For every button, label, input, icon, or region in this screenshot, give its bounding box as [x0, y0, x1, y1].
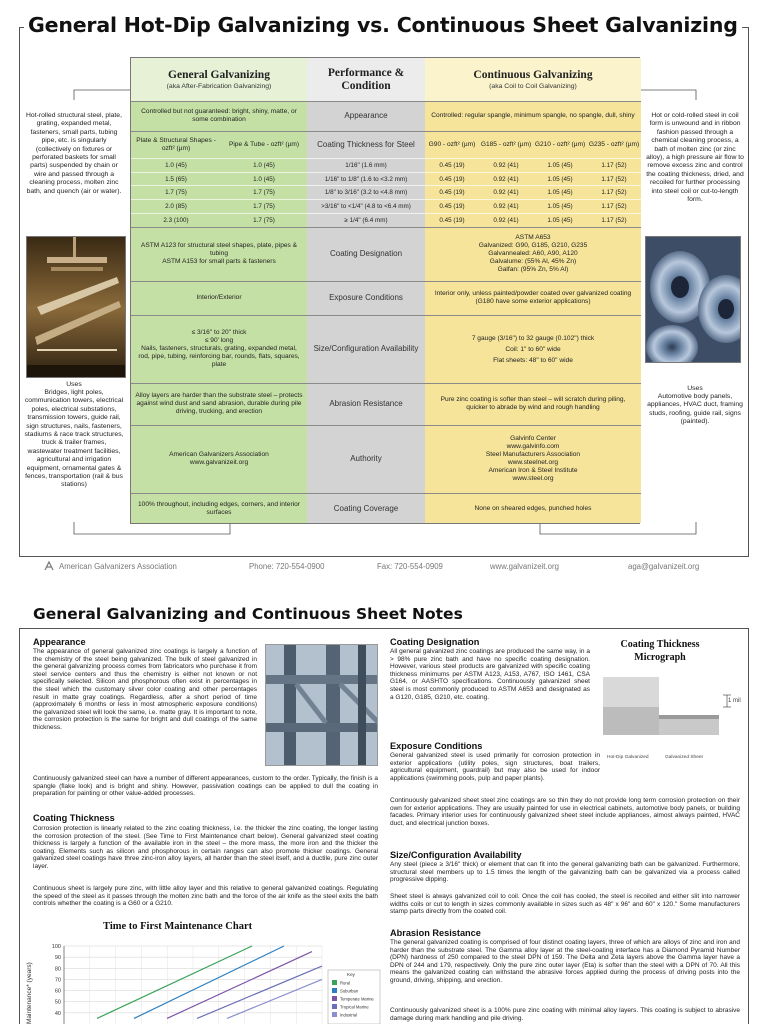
chart-series-line — [197, 966, 322, 1018]
legend-label: Temperate Marine — [340, 996, 374, 1002]
chart-y-tick: 100 — [51, 944, 61, 950]
thickness-cell-steel: 1/8" to 3/16" (3.2 to <4.8 mm) — [324, 189, 408, 197]
legend-label: Rural — [340, 980, 351, 986]
thickness-cell-g90: 0.45 (19) — [439, 216, 465, 224]
legend-label: Tropical Marine — [340, 1004, 369, 1010]
size-paragraph-2: Sheet steel is always galvanized coil to coil. Once the coil has cooled, the steel is recoiled and either slit into narrower widths coils or cut to length in sizes commonly available in sizes such as 48" x 96" and 60" x 120." Some manufacturers stamp parts directly from the coated coil. — [390, 893, 740, 916]
thickness-cell-g185: 0.92 (41) — [493, 202, 519, 210]
thickness-cell-g90: 0.45 (19) — [439, 189, 465, 197]
thickness-cell-g185: 0.92 (41) — [493, 161, 519, 169]
abrasion-paragraph-1: The general galvanized coating is comprised of four distinct coating layers, three of which are alloys of zinc and iron and harder than the substrate steel. The Gamma alloy layer at the steel-coating interface has a Diamond Pyramid Number (DPN) hardness of 250 compared to the steel DPN of 159. The Delta and Zeta layers above the Gamma layer have a DPN of 244 and 179, respectively. Only the pure zinc outer layer (Eta) is softer than the steel with a DPN of 70. All this means the galvanized coating can withstand the abrasive forces applied during the process of driving posts into the ground, driving, shipping, and erection. — [390, 939, 740, 984]
thickness-cell-plate: 1.0 (45) — [165, 161, 187, 169]
thickness-paragraph-1: Corrosion protection is linearly related to the zinc coating thickness, i.e. the thicker the zinc coating, the longer lasting the corrosion protection of the steel. (See Time to First Maintenance chart below). General galvanized steel coating thickness is largely a function of the available iron in the steel – the more mass, the more iron and the thicker the coating. Elements such as silicon and phosphorous in certain ranges can also promote thicker coatings. General galvanized steel coatings have three zinc-iron alloy layers, all harder than the steel itself, and a ductile, pure zinc outer layer. — [33, 825, 378, 870]
thickness-cell-g210: 1.05 (45) — [547, 161, 573, 169]
footer-fax: Fax: 720-554-0909 — [377, 562, 443, 571]
thickness-rows — [131, 158, 641, 227]
chart-series-line — [227, 979, 322, 1018]
chart-series-line — [167, 952, 312, 1019]
comparison-table — [130, 57, 640, 524]
size-continuous: 7 gauge (3/16") to 32 gauge (0.102") thick Coil: 1" to 60" wide Flat sheets: 48" to 60" wide — [471, 334, 595, 364]
performance-condition-header: Performance & Condition — [307, 58, 425, 101]
chart-y-tick: 90 — [54, 955, 61, 962]
thickness-row — [131, 172, 641, 186]
thickness-cell-g90: 0.45 (19) — [439, 175, 465, 183]
maintenance-chart-title: Time to First Maintenance Chart — [103, 921, 253, 932]
thickness-cell-g90: 0.45 (19) — [439, 161, 465, 169]
thickness-cell-g210: 1.05 (45) — [547, 189, 573, 197]
exposure-continuous: Interior only, unless painted/powder coated over galvanized coating (G180 have some exterior applications) — [434, 290, 632, 305]
thickness-cell-g235: 1.17 (52) — [601, 161, 627, 169]
thickness-row — [131, 185, 641, 199]
thickness-cell-steel: 1/16" (1.6 mm) — [345, 161, 387, 169]
size-heading: Size/Configuration Availability — [390, 850, 522, 860]
chart-legend — [328, 970, 380, 1024]
thickness-cell-g235: 1.17 (52) — [601, 189, 627, 197]
thickness-row — [131, 158, 641, 172]
thickness-row — [131, 199, 641, 213]
exposure-paragraph-2: Continuously galvanized sheet steel zinc coatings are so thin they do not provide long term corrosion protection on their own for exterior applications. They are usually painted for use in electrical cabinets, automotive body panels, or building facades. Primary interior uses for continuously galvanized sheet steel include appliances, almost always painted, HVAC duct, and electrical junction boxes. — [390, 797, 740, 827]
chart-y-tick: 60 — [54, 988, 61, 995]
thickness-cell-plate: 1.7 (75) — [165, 189, 187, 197]
thickness-cell-g235: 1.17 (52) — [601, 202, 627, 210]
thickness-cell-steel: ≥ 1/4" (6.4 mm) — [344, 216, 388, 224]
coverage-continuous: None on sheared edges, punched holes — [474, 505, 592, 512]
pipe-tube-head: Pipe & Tube - ozft² (µm) — [228, 141, 300, 148]
exposure-heading: Exposure Conditions — [390, 741, 483, 751]
coverage-general: 100% throughout, including edges, corners, and interior surfaces — [137, 501, 301, 516]
general-uses-label: Uses — [66, 381, 82, 388]
chart-series-line — [134, 946, 284, 1018]
micrograph-scale-label: 1 mil — [728, 698, 741, 704]
chart-y-tick: 40 — [54, 1010, 61, 1017]
thickness-cell-g185: 0.92 (41) — [493, 189, 519, 197]
g90-head: G90 - ozft² (µm) — [428, 141, 476, 148]
designation-label: Coating Designation — [329, 249, 403, 259]
designation-paragraph: All general galvanized zinc coatings are produced the same way, in a > 98% pure zinc bath and have no specific coating designation. However, various steel products are galvanized with specific coating thickness minimums per ASTM A123, A153, A767, ISO 1461, CSA G164, or AASHTO specifications. Continuously galvanized sheet steel is most commonly produced to ASTM A653 and designated as a G120, G185, G210, etc. coating. — [390, 648, 590, 701]
g210-head: G210 - ozft² (µm) — [534, 141, 586, 148]
legend-swatch — [332, 988, 337, 993]
thickness-cell-steel: >3/16" to <1/4" (4.8 to <6.4 mm) — [321, 202, 411, 210]
thickness-cell-plate: 2.0 (85) — [165, 202, 187, 210]
abrasion-general: Alloy layers are harder than the substrate steel – protects against wind dust and sand abrasion, durable during pile driving, trucking, and erection — [135, 392, 303, 415]
abrasion-heading: Abrasion Resistance — [390, 928, 481, 938]
coating-thickness-label: Coating Thickness for Steel — [317, 140, 415, 150]
continuous-uses-label: Uses — [687, 385, 703, 392]
thickness-cell-pipe: 1.0 (45) — [253, 161, 275, 169]
micrograph-title: Coating Thickness Micrograph — [620, 639, 700, 663]
thickness-cell-g90: 0.45 (19) — [439, 202, 465, 210]
appearance-label: Appearance — [344, 111, 388, 121]
thickness-cell-g185: 0.92 (41) — [493, 216, 519, 224]
legend-label: Industrial — [340, 1012, 357, 1018]
size-paragraph-1: Any steel (piece ≥ 3/16" thick) or element that can fit into the general galvanizing bath can be galvanized. Furthermore, structural steel members up to 1.5 times the length of the galvanizing bath can be galvanized via a process called progressive dipping. — [390, 861, 740, 884]
abrasion-paragraph-2: Continuously galvanized sheet is a 100% pure zinc coating with minimal alloy layers. This coating is subject to abrasive damage during mark handling and pile driving. — [390, 1007, 740, 1022]
size-general: ≤ 3/16" to 20" thick ≤ 90' long Nails, fasteners, structurals, grating, expanded metal, rod, pipe, tubing, reinforcing bar, rounds, flats, squares, plate — [138, 329, 300, 368]
abrasion-continuous: Pure zinc coating is softer than steel – will scratch during piling, quicker to abrade by wind and rough handling — [440, 396, 626, 411]
coating-micrograph-image — [603, 677, 739, 752]
g185-head: G185 - ozft² (µm) — [480, 141, 532, 148]
abrasion-label: Abrasion Resistance — [329, 399, 403, 409]
footer-phone: Phone: 720-554-0900 — [249, 562, 325, 571]
thickness-cell-pipe: 1.7 (75) — [253, 216, 275, 224]
thickness-cell-g185: 0.92 (41) — [493, 175, 519, 183]
appearance-paragraph-2: Continuously galvanized steel can have a number of different appearances, custom to the order. Typically, the finish is a spangle (flake look) and is bright and shiny. However, passivation coatings can be applied to dull the coating in preparation for painting or other value-added processes. — [33, 775, 378, 798]
legend-swatch — [332, 1004, 337, 1009]
thickness-cell-g235: 1.17 (52) — [601, 175, 627, 183]
continuous-uses-text: Automotive body panels, appliances, HVAC duct, framing studs, roofing, guide rail, signs (painted). — [647, 393, 743, 426]
legend-swatch — [332, 996, 337, 1001]
plate-structural-head: Plate & Structural Shapes - ozft² (µm) — [136, 137, 216, 152]
chart-series-line — [97, 946, 252, 1018]
notes-title: General Galvanizing and Continuous Sheet Notes — [33, 605, 463, 623]
exposure-label: Exposure Conditions — [329, 293, 403, 303]
thickness-cell-g210: 1.05 (45) — [547, 202, 573, 210]
thickness-cell-g235: 1.17 (52) — [601, 216, 627, 224]
g235-head: G235 - ozft² (µm) — [588, 141, 640, 148]
authority-general: American Galvanizers Association www.galvanizeit.org — [169, 451, 269, 466]
general-uses-text: Bridges, light poles, communication towers, electrical poles, electrical substations, transmission towers, guide rail, sign structures, nails, fasteners, stadiums & race track structures, truck & trailer frames, wastewater treatment facilities, agricultural and irrigation equipment, ornamental gates & fences, transportation (rail & bus stations) — [24, 389, 124, 489]
thickness-cell-steel: 1/16" to 1/8" (1.6 to <3.2 mm) — [324, 175, 408, 183]
authority-continuous: Galvinfo Center www.galvinfo.com Steel Manufacturers Association www.steelnet.org American Iron & Steel Institute www.steel.org — [485, 435, 581, 482]
continuous-process-description: Hot or cold-rolled steel in coil form is unwound and in ribbon fashion passed through a chemical cleaning process, a bath of molten zinc (or zinc alloy), a high pressure air flow to remove excess zinc and control the coating thickness, dried, and recoiled for further processing into steel coil or cut-to-length form. — [646, 112, 744, 204]
designation-general: ASTM A123 for structural steel shapes, plate, pipes & tubing ASTM A153 for small parts & fasteners — [140, 242, 298, 265]
maintenance-chart — [22, 938, 382, 1024]
thickness-cell-plate: 1.5 (65) — [165, 175, 187, 183]
footer-email-link[interactable]: aga@galvanizeit.org — [628, 562, 700, 571]
thickness-row — [131, 213, 641, 227]
general-process-description: Hot-rolled structural steel, plate, grating, expanded metal, fasteners, small parts, tubing pipe, etc. is singularly (collectively on fixtures or perforated baskets for small parts) suspended by chain or wire and passed through a cleaning process, molten zinc bath, and quench (air or water). — [26, 112, 122, 195]
appearance-heading: Appearance — [33, 637, 86, 647]
footer-website-link[interactable]: www.galvanizeit.org — [490, 562, 559, 571]
appearance-general: Controlled but not guaranteed: bright, shiny, matte, or some combination — [141, 108, 297, 123]
legend-swatch — [332, 980, 337, 985]
legend-title: Key — [347, 972, 355, 977]
continuous-galvanizing-header: Continuous Galvanizing (aka Coil to Coil Galvanizing) — [425, 58, 641, 101]
exposure-general: Interior/Exterior — [196, 294, 242, 301]
thickness-cell-g210: 1.05 (45) — [547, 175, 573, 183]
thickness-cell-g210: 1.05 (45) — [547, 216, 573, 224]
legend-label: Suburban — [340, 988, 359, 994]
thickness-cell-pipe: 1.0 (45) — [253, 175, 275, 183]
thickness-cell-pipe: 1.7 (75) — [253, 202, 275, 210]
thickness-cell-plate: 2.3 (100) — [163, 216, 189, 224]
galvanized-frame-photo — [265, 644, 378, 766]
thickness-heading: Coating Thickness — [33, 813, 115, 823]
appearance-paragraph-1: The appearance of general galvanized zinc coatings is largely a function of the chemistry of the steel being galvanized. The bulk of steel galvanized in the general galvanizing process comes from fabricators who purchase it from steel service centers and thus the chemistry is either not known or not specifically selected. Silicon and phosphorous often exist in percentages in the steel which the customary silver color coating and other percentages result in matte gray coatings. Regardless, after a short period of time (approximately 6 months or less in most atmospheric exposure conditions) the galvanized steel will look the same, i.e. matte gray. It is important to note, the corrosion protection is the same for bright and dull coatings of the same thickness. — [33, 648, 257, 731]
chart-y-tick: 80 — [54, 966, 61, 973]
chart-y-tick: 50 — [54, 999, 61, 1006]
designation-heading: Coating Designation — [390, 637, 480, 647]
size-label: Size/Configuration Availability — [313, 344, 419, 354]
chart-y-axis-label: Maintenance* (years) — [26, 962, 33, 1024]
general-galvanizing-header: General Galvanizing (aka After-Fabrication Galvanizing) — [131, 58, 307, 101]
thickness-paragraph-2: Continuous sheet is largely pure zinc, with little alloy layer and this relative to general galvanized coatings. Regulating the speed of the steel as it passes through the molten zinc bath and the force of the air knife as the steel exits the bath controls whether the coating is a G60 or a G210. — [33, 885, 378, 908]
exposure-paragraph-1: General galvanized steel is used primarily for corrosion protection in exterior applications (utility poles, sign structures, boat trailers, agricultural equipment, guardrail) but may also be used for indoor applications (swimming pools, pulp and paper plants). — [390, 752, 600, 782]
designation-continuous: ASTM A653 Galvanized: G90, G185, G210, G235 Galvannealed: A60, A90, A120 Galvalume: (55% Al, 45% Zn) Galfan: (95% Zn, 5% Al) — [478, 234, 588, 273]
micrograph-label-sheet: Galvanized Sheet — [665, 755, 703, 760]
micrograph-label-hdg: Hot-Dip Galvanized — [607, 755, 649, 760]
footer-org: American Galvanizers Association — [59, 562, 177, 571]
coverage-label: Coating Coverage — [333, 504, 399, 514]
legend-swatch — [332, 1012, 337, 1017]
appearance-continuous: Controlled: regular spangle, minimum spangle, no spangle, dull, shiny — [431, 112, 635, 119]
chart-y-tick: 70 — [54, 977, 61, 984]
aga-logo-icon — [44, 560, 54, 572]
authority-label: Authority — [350, 454, 382, 464]
thickness-cell-pipe: 1.7 (75) — [253, 189, 275, 197]
page-title: General Hot-Dip Galvanizing vs. Continuous Sheet Galvanizing — [24, 13, 742, 37]
